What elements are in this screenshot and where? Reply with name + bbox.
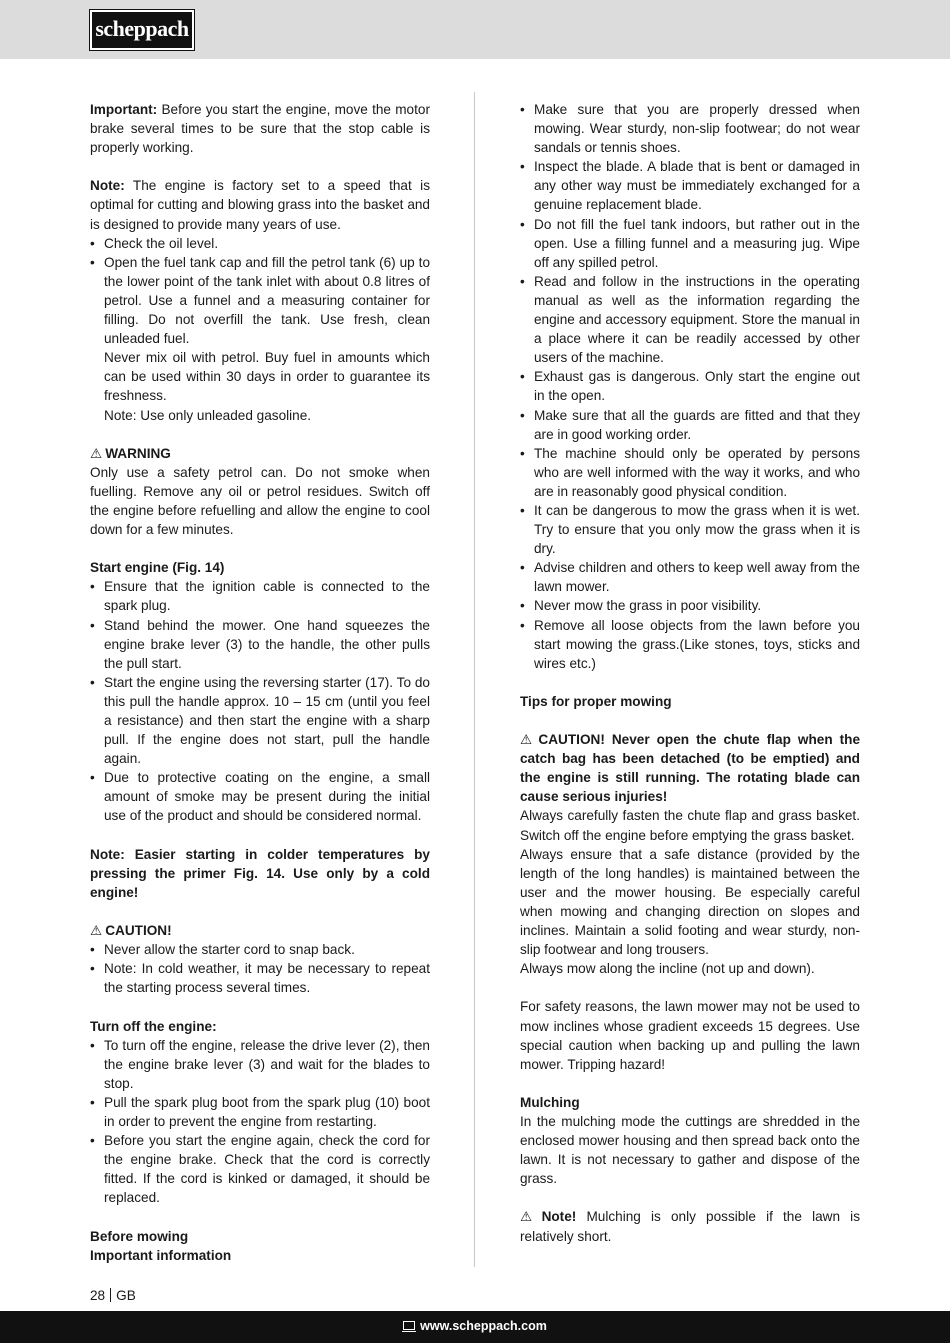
slope-safety-text: For safety reasons, the lawn mower may not be used to mow inclines whose gradient exceeds 15 degrees. Use special caution when backing up and pulling the lawn mower. Tripping hazard!	[520, 999, 860, 1072]
before-mowing-heading: Before mowing	[90, 1228, 189, 1244]
list-item: • Due to protective coating on the engine, a small amount of smoke may be present during the initial use of the product and should be considered normal.	[90, 768, 430, 825]
list-item: • Stand behind the mower. One hand squeezes the engine brake lever (3) to the handle, the other pulls the pull start.	[90, 616, 430, 673]
column-divider	[474, 92, 475, 1267]
mulching-text: In the mulching mode the cuttings are shredded in the enclosed mower housing and then spread back onto the lawn. It is not necessary to gather and dispose of the grass.	[520, 1113, 860, 1187]
caution-paragraph-1: Always carefully fasten the chute flap and grass basket. Switch off the engine before emptying the grass basket.	[520, 808, 860, 843]
list-item: • Never allow the starter cord to snap back.	[90, 940, 430, 959]
warning-heading: WARNING	[105, 445, 171, 461]
warning-text: Only use a safety petrol can. Do not smoke when fuelling. Remove any oil or petrol residues. Switch off the engine before refuelling and allow the engine to cool down for a few minutes.	[90, 464, 430, 538]
page-header	[0, 0, 950, 59]
mulching-note	[520, 1207, 860, 1245]
warning-triangle-icon: ⚠	[90, 445, 103, 461]
note-label: Note!	[541, 1209, 577, 1225]
warning-triangle-icon: ⚠	[520, 732, 536, 748]
list-item: • It can be dangerous to mow the grass when it is wet. Try to ensure that you only mow the grass when it is dry.	[520, 501, 860, 558]
start-engine-heading: Start engine (Fig. 14)	[90, 560, 225, 576]
caution-heading-line	[90, 921, 430, 940]
list-item: • Start the engine using the reversing starter (17). To do this pull the handle approx. 10 – 15 cm (until you feel a resistance) and then start the engine with a sharp pull. If the engine does not start, pull the handle again.	[90, 673, 430, 768]
turn-off-list	[90, 1036, 430, 1208]
start-engine-list	[90, 577, 430, 825]
list-item: • Ensure that the ignition cable is connected to the spark plug.	[90, 577, 430, 615]
important-information-heading: Important information	[90, 1247, 232, 1263]
note-label: Note:	[90, 178, 125, 194]
note-text: The engine is factory set to a speed that is optimal for cutting and blowing grass into the basket and is designed to provide many years of use.	[90, 178, 430, 232]
caution-paragraph-2: Always ensure that a safe distance (provided by the length of the long handles) is maintained between the user and the mower housing. Be especially careful when mowing and changing direction on slopes and inclines. Maintain a solid footing and wear sturdy, non-slip footwear and long trousers.	[520, 846, 860, 958]
list-item: • Read and follow in the instructions in the operating manual as well as the information regarding the engine and accessory equipment. Store the manual in a place where it can be readily accessed by other users of the machine.	[520, 272, 860, 367]
cold-start-note: Note: Easier starting in colder temperatures by pressing the primer Fig. 14. Use only by a cold engine!	[90, 846, 430, 900]
website-link[interactable]: www.scheppach.com	[420, 1319, 547, 1333]
warning-triangle-icon: ⚠	[520, 1209, 539, 1225]
mulching-note-text: Mulching is only possible if the lawn is relatively short.	[520, 1209, 860, 1244]
warning-triangle-icon: ⚠	[90, 923, 103, 939]
page-number-area	[90, 1286, 136, 1305]
fuel-extra-text: Never mix oil with petrol. Buy fuel in amounts which can be used within 30 days in order to guarantee its freshness.	[104, 350, 430, 404]
list-item: • Before you start the engine again, check the cord for the engine brake. Check that the cord is correctly fitted. If the cord is kinked or damaged, it should be replaced.	[90, 1131, 430, 1207]
warning-heading-line	[90, 444, 430, 463]
list-item: • Pull the spark plug boot from the spark plug (10) boot in order to prevent the engine from restarting.	[90, 1093, 430, 1131]
list-item: • Exhaust gas is dangerous. Only start the engine out in the open.	[520, 367, 860, 405]
list-item: • To turn off the engine, release the drive lever (2), then the engine brake lever (3) and wait for the blades to stop.	[90, 1036, 430, 1093]
list-item: • Check the oil level.	[90, 234, 430, 253]
note-paragraph	[90, 176, 430, 233]
fuel-note-text: Note: Use only unleaded gasoline.	[104, 407, 312, 423]
list-item: • Never mow the grass in poor visibility.	[520, 596, 860, 615]
important-text: Before you start the engine, move the motor brake several times to be sure that the stop cable is properly working.	[90, 102, 430, 156]
caution-heading: CAUTION!	[105, 923, 172, 939]
safety-list	[520, 100, 860, 673]
turn-off-heading: Turn off the engine:	[90, 1018, 217, 1034]
footer-bar	[0, 1311, 950, 1343]
list-item: • Note: In cold weather, it may be necessary to repeat the starting process several times.	[90, 959, 430, 997]
list-item: • Do not fill the fuel tank indoors, but rather out in the open. Use a filling funnel and a measuring jug. Wipe off any spilled petrol.	[520, 215, 860, 272]
list-item: • Open the fuel tank cap and fill the petrol tank (6) up to the lower point of the tank inlet with about 0.8 litres of petrol. Use a funnel and a measuring container for filling. Do not overfill the tank. Use fresh, clean unleaded fuel.	[90, 253, 430, 348]
monitor-icon	[403, 1321, 415, 1330]
language-code: GB	[116, 1288, 136, 1303]
caution-paragraph-3: Always mow along the incline (not up and down).	[520, 961, 815, 977]
chute-caution	[520, 730, 860, 806]
mulching-heading: Mulching	[520, 1094, 580, 1110]
list-item: • Make sure that all the guards are fitted and that they are in good working order.	[520, 406, 860, 444]
list-item: • The machine should only be operated by persons who are well informed with the way it works, and who are in reasonably good physical condition.	[520, 444, 860, 501]
list-item: • Remove all loose objects from the lawn before you start mowing the grass.(Like stones, toys, sticks and wires etc.)	[520, 616, 860, 673]
list-item: • Advise children and others to keep well away from the lawn mower.	[520, 558, 860, 596]
scheppach-logo: scheppach	[90, 10, 194, 50]
list-item: • Inspect the blade. A blade that is bent or damaged in any other way must be immediately exchanged for a genuine replacement blade.	[520, 157, 860, 214]
list-item: • Make sure that you are properly dressed when mowing. Wear sturdy, non-slip footwear; do not wear sandals or tennis shoes.	[520, 100, 860, 157]
tips-heading: Tips for proper mowing	[520, 693, 672, 709]
page-number: 28	[90, 1288, 106, 1303]
important-paragraph	[90, 100, 430, 157]
important-label: Important:	[90, 102, 158, 117]
oil-fuel-list	[90, 234, 430, 349]
caution-list	[90, 940, 430, 997]
chute-caution-text: CAUTION! Never open the chute flap when the catch bag has been detached (to be emptied) and the engine is still running. The rotating blade can cause serious injuries!	[520, 732, 860, 805]
separator	[110, 1288, 111, 1302]
left-column	[90, 100, 430, 1265]
right-column	[520, 100, 860, 1246]
